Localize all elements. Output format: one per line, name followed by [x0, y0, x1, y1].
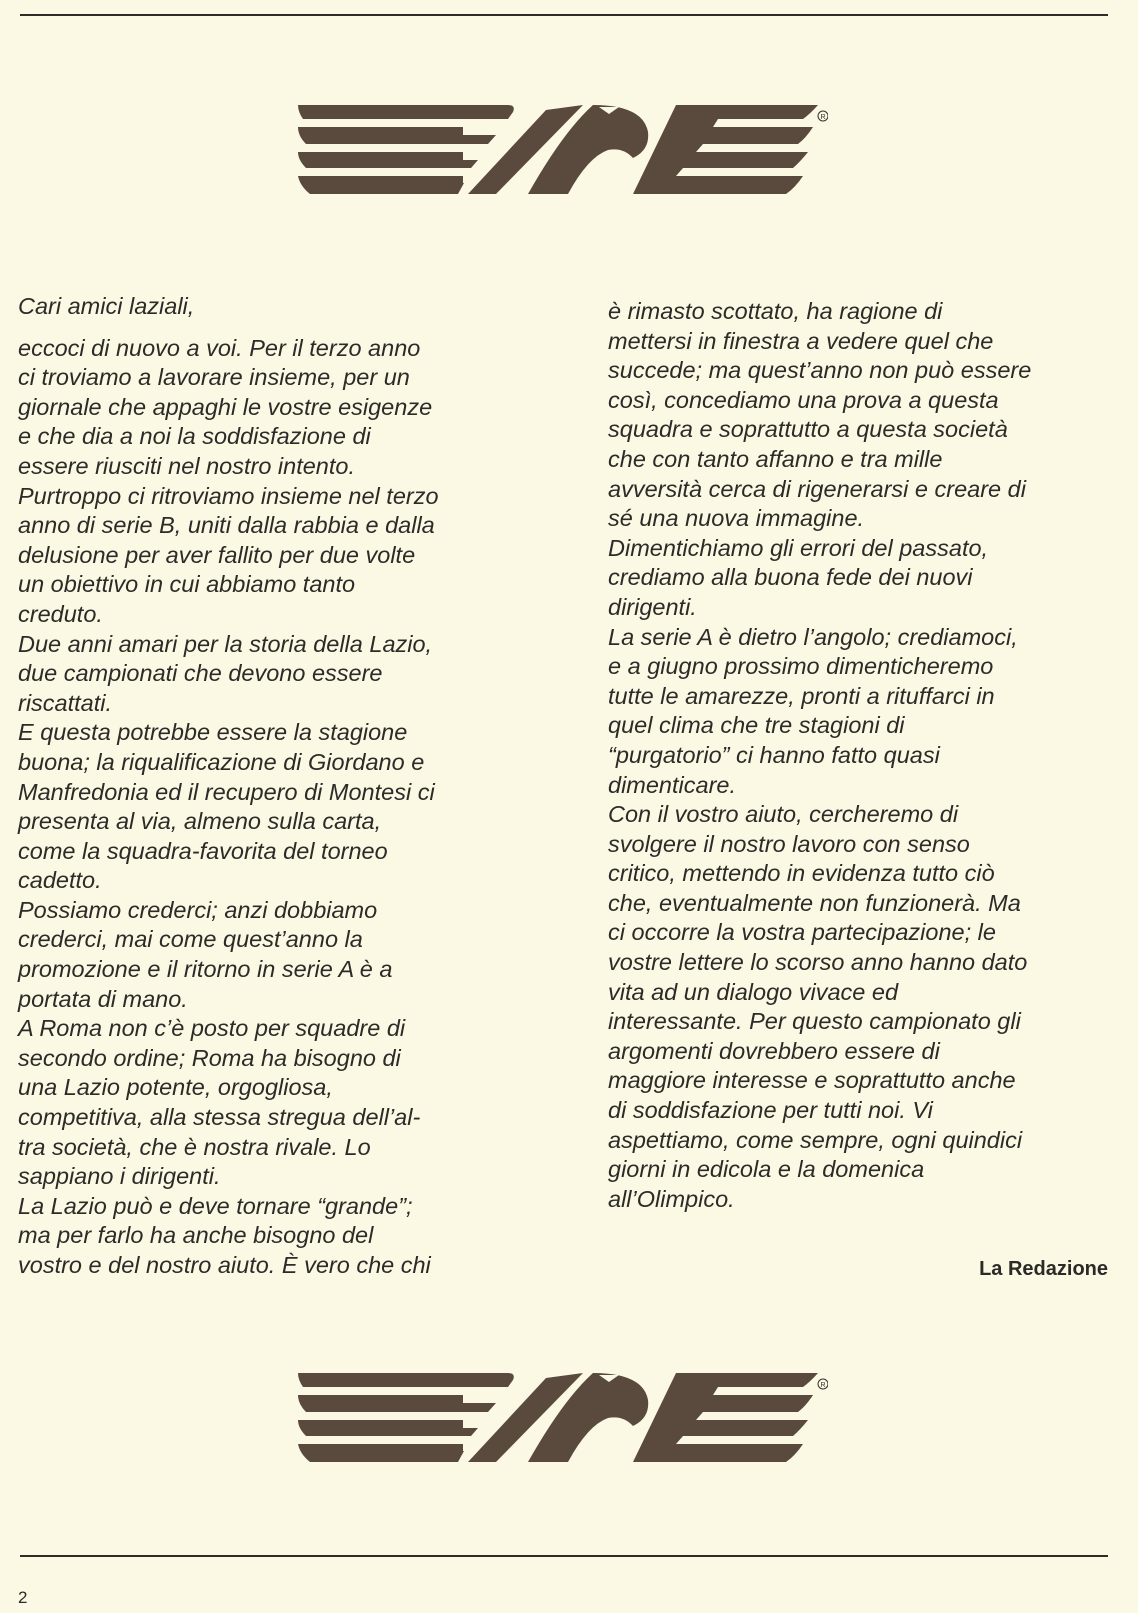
letter-right-column [608, 297, 1118, 1214]
letter-line: Dimentichiamo gli errori del passato, [608, 534, 989, 561]
letter-line: è rimasto scottato, ha ragione di [608, 298, 943, 324]
eagle-logo-bottom [298, 1370, 828, 1470]
top-rule [20, 14, 1108, 16]
letter-greeting: Cari amici laziali, [18, 293, 195, 319]
letter-line: Purtroppo ci ritroviamo insieme nel terzo [18, 482, 439, 509]
letter-line: delusione per aver fallito per due volte [18, 541, 416, 568]
letter-line: una Lazio potente, orgogliosa, [18, 1074, 333, 1101]
letter-line: portata di mano. [18, 985, 188, 1012]
letter-line: A Roma non c’è posto per squadre di [18, 1015, 406, 1042]
letter-line: avversità cerca di rigenerarsi e creare di [608, 475, 1026, 502]
letter-line: E questa potrebbe essere la stagione [18, 719, 408, 746]
letter-line: La Lazio può e deve tornare “grande”; [18, 1192, 413, 1219]
letter-line: che, eventualmente non funzionerà. Ma [608, 889, 1021, 916]
letter-line: e che dia a noi la soddisfazione di [18, 423, 371, 450]
bottom-rule [20, 1555, 1108, 1557]
letter-line: giornale che appaghi le vostre esigenze [18, 393, 433, 420]
letter-line: ma per farlo ha anche bisogno del [18, 1222, 374, 1249]
letter-line: interessante. Per questo campionato gli [608, 1008, 1021, 1035]
svg-text:R: R [820, 114, 826, 121]
letter-line: creduto. [18, 600, 103, 627]
letter-line: sé una nuova immagine. [608, 505, 865, 532]
letter-line: Manfredonia ed il recupero di Montesi ci [18, 778, 435, 805]
letter-line: ci troviamo a lavorare insieme, per un [18, 364, 410, 391]
letter-line: all’Olimpico. [608, 1185, 735, 1212]
letter-line: eccoci di nuovo a voi. Per il terzo anno [18, 334, 421, 361]
letter-line: ci occorre la vostra partecipazione; le [608, 919, 996, 946]
letter-line: dirigenti. [608, 593, 697, 620]
eagle-wings-icon [298, 1370, 828, 1470]
letter-signature: La Redazione [979, 1258, 1108, 1280]
letter-line: dimenticare. [608, 771, 736, 798]
letter-line: Possiamo crederci; anzi dobbiamo [18, 896, 378, 923]
svg-text:R: R [820, 1382, 826, 1389]
letter-line: secondo ordine; Roma ha bisogno di [18, 1044, 401, 1071]
page-number: 2 [18, 1588, 28, 1607]
letter-line: mettersi in finestra a vedere quel che [608, 327, 994, 354]
letter-line: critico, mettendo in evidenza tutto ciò [608, 860, 995, 887]
letter-line: giorni in edicola e la domenica [608, 1156, 925, 1183]
letter-line: crediamo alla buona fede dei nuovi [608, 564, 973, 591]
letter-line: vostre lettere lo scorso anno hanno dato [608, 949, 1028, 976]
letter-line: e a giugno prossimo dimenticheremo [608, 653, 994, 680]
letter-line: tutte le amarezze, pronti a rituffarci in [608, 682, 995, 709]
letter-line: vita ad un dialogo vivace ed [608, 978, 899, 1005]
letter-line: tra società, che è nostra rivale. Lo [18, 1133, 371, 1160]
letter-line: vostro e del nostro aiuto. È vero che chi [18, 1252, 431, 1278]
letter-line: squadra e soprattutto a questa società [608, 416, 1008, 443]
eagle-logo-top [298, 102, 828, 202]
letter-line: Due anni amari per la storia della Lazio, [18, 630, 433, 657]
letter-line: buona; la riqualificazione di Giordano e [18, 748, 425, 775]
letter-line: un obiettivo in cui abbiamo tanto [18, 571, 356, 598]
letter-line: così, concediamo una prova a questa [608, 386, 999, 413]
letter-line: succede; ma quest’anno non può essere [608, 357, 1032, 384]
letter-line: due campionati che devono essere [18, 660, 383, 687]
letter-line: “purgatorio” ci hanno fatto quasi [608, 741, 940, 768]
letter-line: La serie A è dietro l’angolo; crediamoci, [608, 623, 1018, 650]
letter-line: essere riusciti nel nostro intento. [18, 452, 355, 479]
letter-line: aspettiamo, come sempre, ogni quindici [608, 1126, 1023, 1153]
letter-line: riscattati. [18, 689, 113, 716]
letter-line: Con il vostro aiuto, cercheremo di [608, 801, 959, 828]
letter-left-column [18, 292, 528, 1281]
letter-line: presenta al via, almeno sulla carta, [18, 808, 382, 835]
letter-line: che con tanto affanno e tra mille [608, 445, 943, 472]
letter-line: quel clima che tre stagioni di [608, 712, 905, 739]
letter-line: di soddisfazione per tutti noi. Vi [608, 1097, 933, 1124]
letter-line: anno di serie B, uniti dalla rabbia e dalla [18, 512, 435, 539]
letter-line: come la squadra-favorita del torneo [18, 837, 388, 864]
letter-line: competitiva, alla stessa stregua dell’al- [18, 1104, 421, 1131]
letter-line: sappiano i dirigenti. [18, 1163, 221, 1190]
letter-line: promozione e il ritorno in serie A è a [18, 956, 393, 983]
letter-line: cadetto. [18, 867, 102, 894]
eagle-wings-icon [298, 102, 828, 202]
letter-line: argomenti dovrebbero essere di [608, 1037, 940, 1064]
letter-line: svolgere il nostro lavoro con senso [608, 830, 970, 857]
letter-line: crederci, mai come quest’anno la [18, 926, 363, 953]
letter-line: maggiore interesse e soprattutto anche [608, 1067, 1016, 1094]
